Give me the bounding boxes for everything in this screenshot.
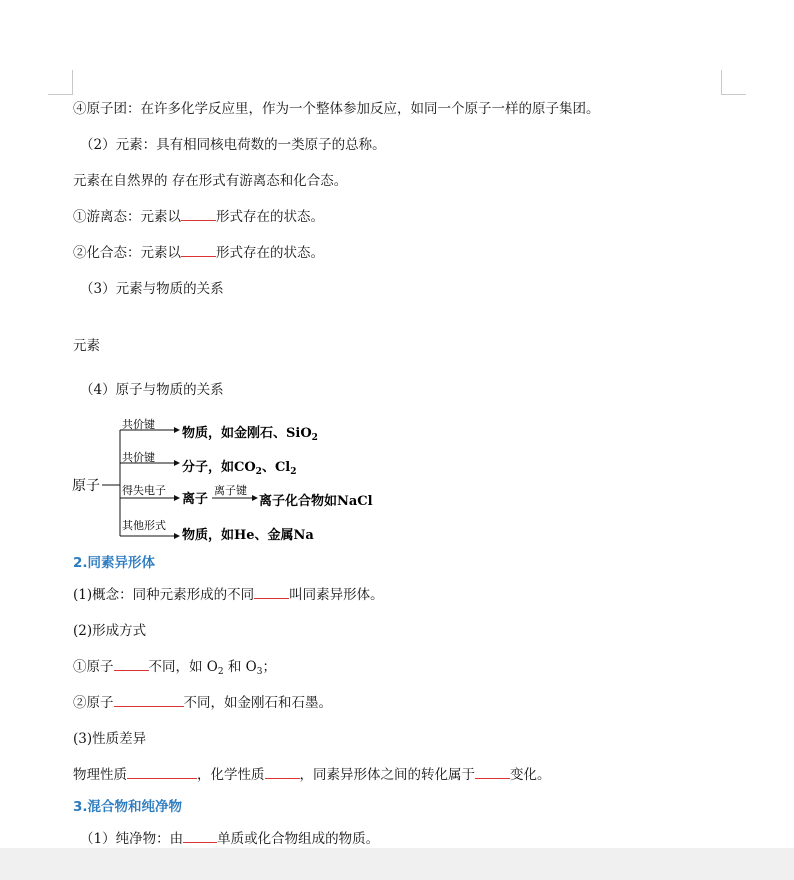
text-fragment: 形式存在的状态。 — [216, 209, 324, 225]
subscript: 2 — [217, 667, 224, 677]
branch-label: 得失电子 — [122, 484, 166, 497]
fill-blank[interactable] — [114, 658, 149, 671]
text-fragment: 和 O — [223, 659, 257, 675]
text-fragment: 物理性质 — [73, 767, 127, 783]
page-gap — [0, 848, 794, 880]
text-line: 元素 — [73, 338, 100, 354]
branch-label: 共价键 — [122, 418, 155, 431]
section-heading: 2.同素异形体 — [73, 555, 156, 571]
fill-blank[interactable] — [254, 586, 289, 599]
text-line — [73, 694, 332, 712]
text-fragment: 形式存在的状态。 — [216, 245, 324, 261]
text-line: 元素在自然界的 存在形式有游离态和化合态。 — [73, 173, 348, 189]
branch-result: 离子化合物如NaCl — [259, 494, 373, 509]
text-fragment: ，同素异形体之间的转化属于 — [299, 767, 475, 783]
text-fragment: 叫同素异形体。 — [289, 587, 384, 603]
margin-corner-top-right — [721, 70, 746, 95]
subscript: 3 — [256, 667, 263, 677]
text-line — [73, 766, 551, 784]
section-heading: 3.混合物和纯净物 — [73, 799, 183, 815]
text-fragment: (1)概念：同种元素形成的不同 — [73, 587, 255, 603]
text-line — [73, 208, 324, 226]
fill-blank[interactable] — [475, 766, 510, 779]
text-fragment: 不同，如金刚石和石墨。 — [183, 695, 332, 711]
text-fragment: （1）纯净物：由 — [80, 831, 184, 847]
text-line: (3)性质差异 — [73, 731, 147, 747]
text-fragment: ②化合态：元素以 — [73, 245, 181, 261]
text-fragment: 单质或化合物组成的物质。 — [217, 831, 380, 847]
text-line: (2)形成方式 — [73, 623, 147, 639]
text-fragment: ①游离态：元素以 — [73, 209, 181, 225]
text-fragment: ②原子 — [73, 695, 114, 711]
branch-label: 其他形式 — [122, 519, 166, 532]
text-line: ④原子团：在许多化学反应里，作为一个整体参加反应，如同一个原子一样的原子集团。 — [73, 101, 600, 117]
text-fragment: ，化学性质 — [197, 767, 265, 783]
branch-label: 共价键 — [122, 451, 155, 464]
margin-corner-top-left — [48, 70, 73, 95]
text-line: （2）元素：具有相同核电荷数的一类原子的总称。 — [80, 137, 386, 153]
arrow-label: 离子键 — [214, 484, 247, 497]
text-line: （3）元素与物质的关系 — [80, 281, 224, 297]
branch-result: 物质，如金刚石、SiO$_2$ — [182, 426, 318, 443]
text-line — [80, 830, 379, 848]
fill-blank[interactable] — [181, 208, 216, 221]
atom-matter-relation-diagram — [70, 412, 390, 552]
text-line — [73, 658, 276, 681]
text-line — [73, 586, 384, 604]
text-fragment: 不同，如 O — [148, 659, 218, 675]
fill-blank[interactable] — [183, 830, 217, 843]
fill-blank[interactable] — [181, 244, 216, 257]
text-fragment: ①原子 — [73, 659, 114, 675]
text-line — [73, 244, 324, 262]
branch-result: 物质，如He、金属Na — [182, 528, 314, 543]
diagram-root-label: 原子 — [72, 478, 100, 494]
branch-result: 分子，如$CO_2$、$Cl_2$ — [182, 460, 297, 477]
text-line: （4）原子与物质的关系 — [80, 382, 224, 398]
fill-blank[interactable] — [265, 766, 300, 779]
fill-blank[interactable] — [127, 766, 197, 779]
fill-blank[interactable] — [114, 694, 184, 707]
text-fragment: ； — [262, 659, 276, 675]
branch-result: 离子 — [182, 492, 209, 507]
text-fragment: 变化。 — [510, 767, 551, 783]
